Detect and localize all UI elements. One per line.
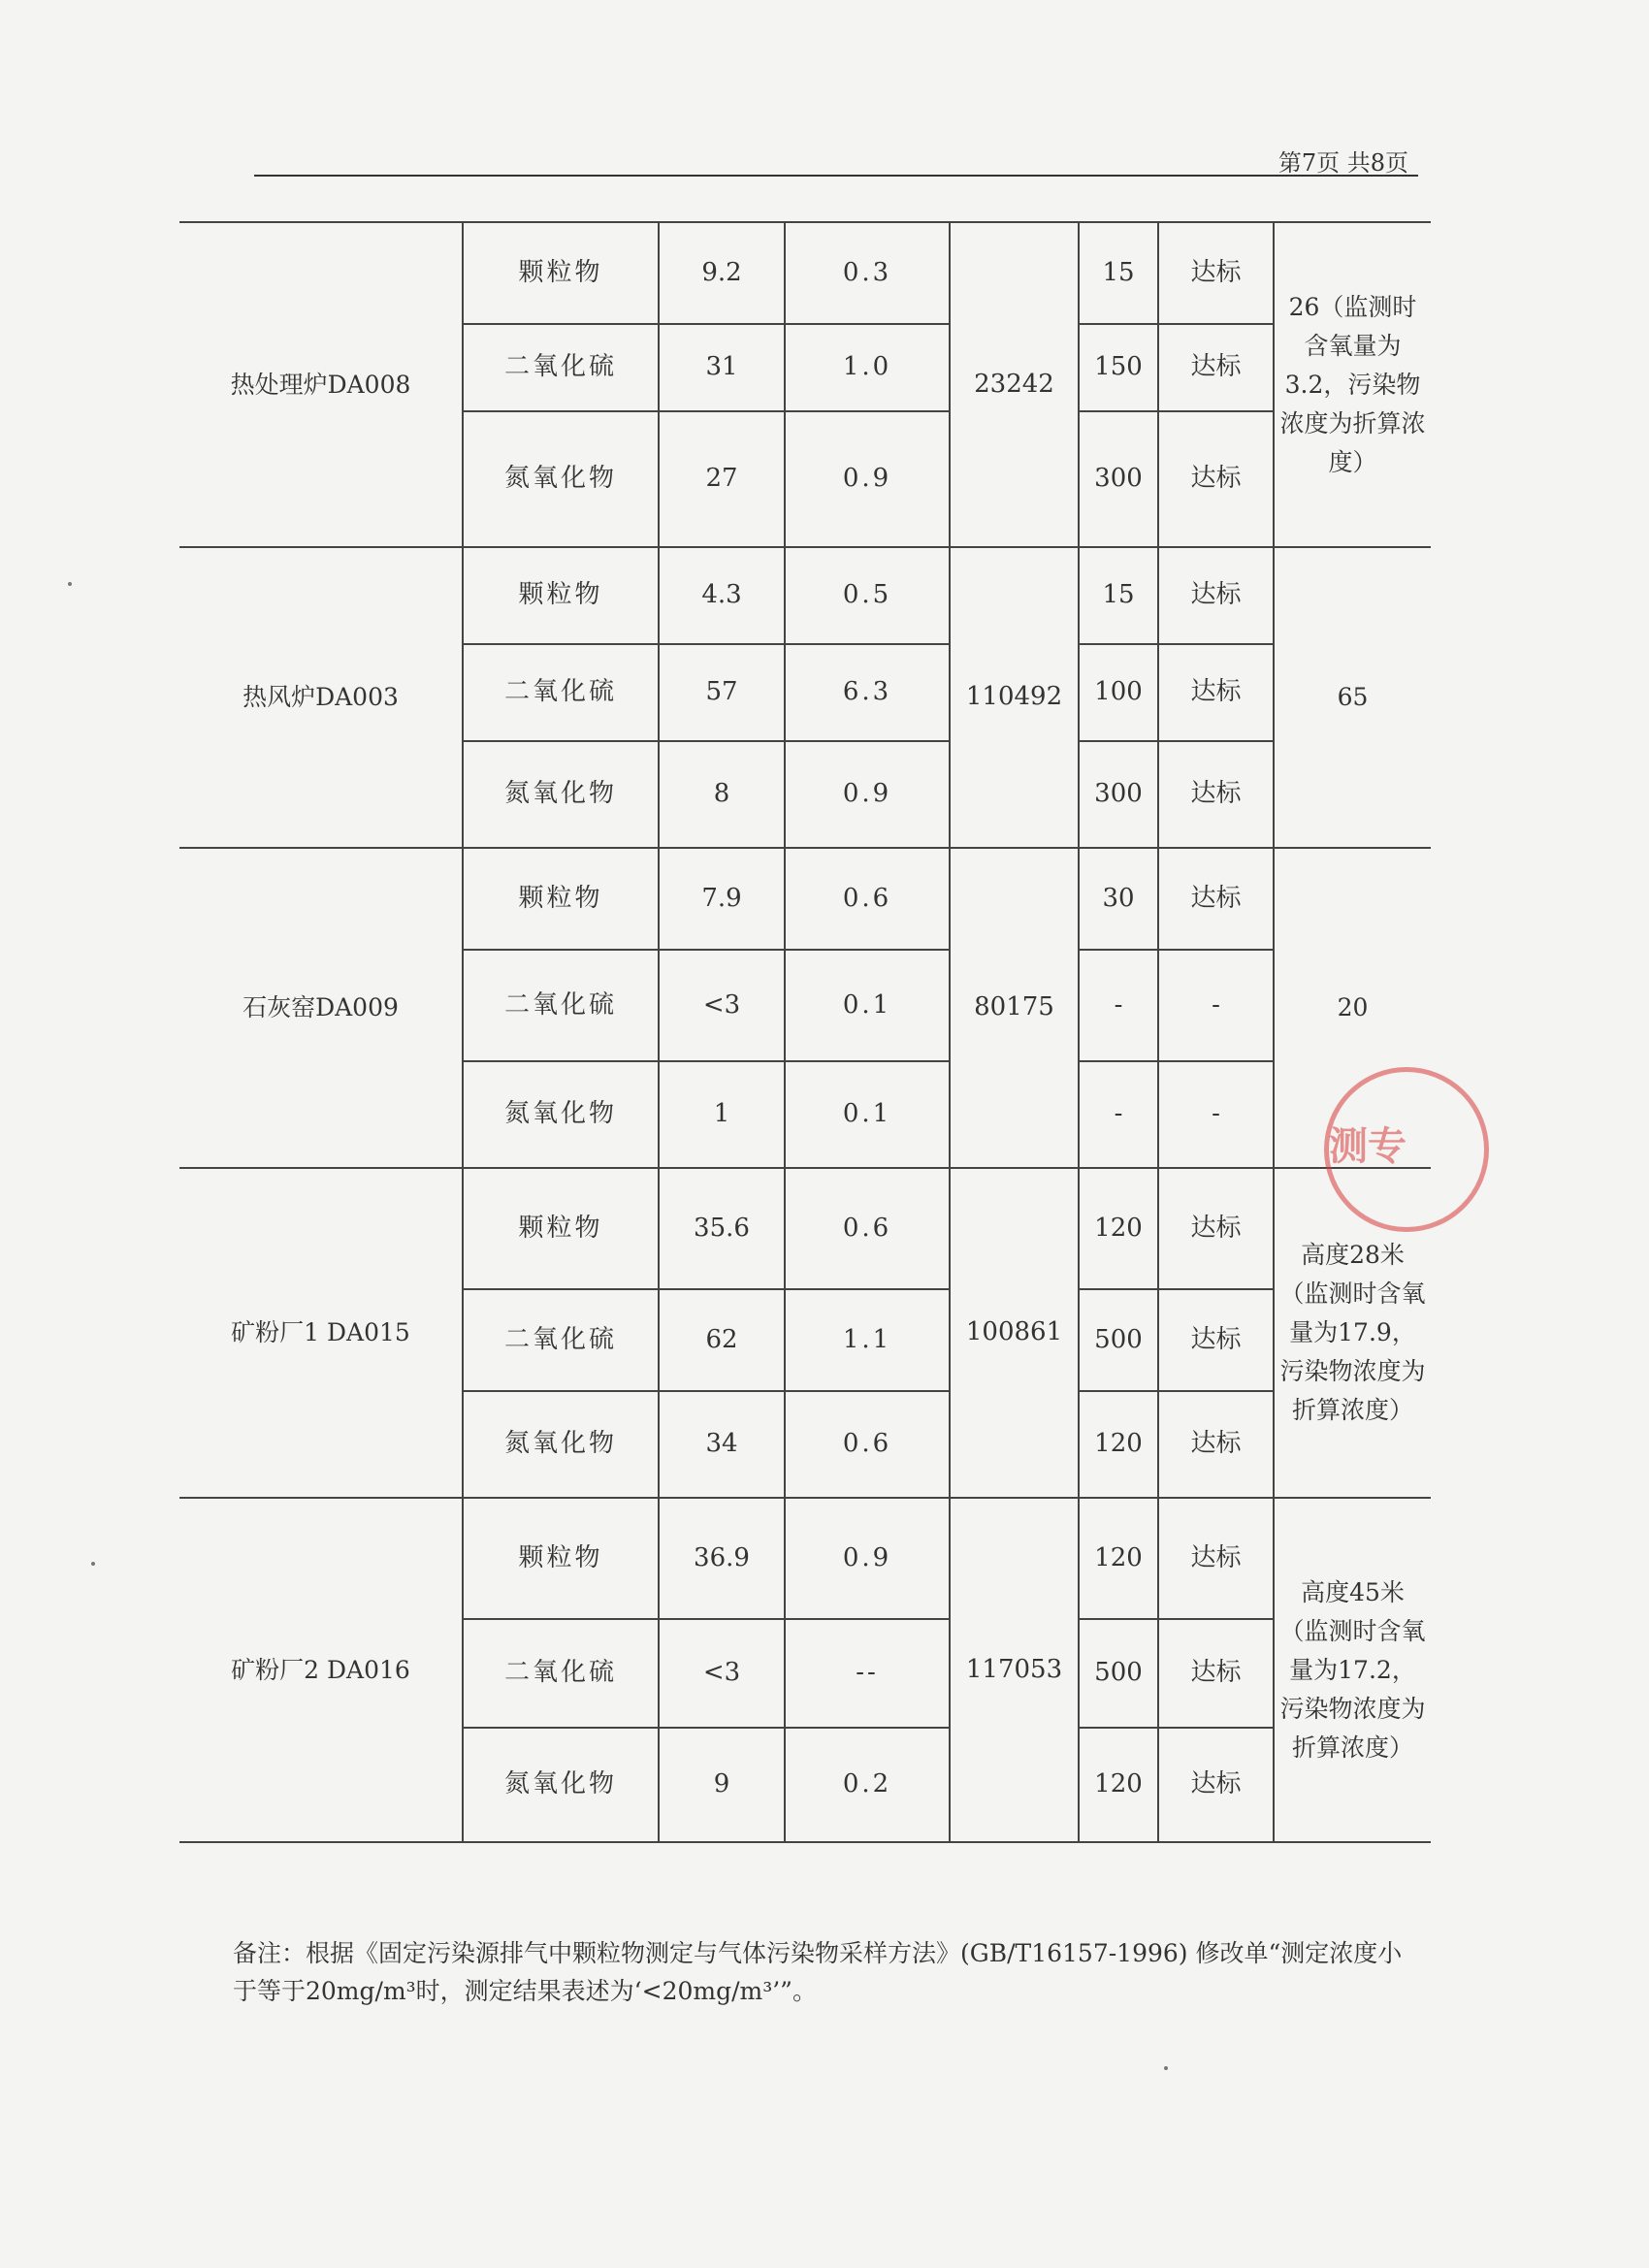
result-cell: 达标 xyxy=(1158,1498,1274,1619)
rate-cell: 6.3 xyxy=(785,644,950,741)
flow-cell: 100861 xyxy=(950,1168,1079,1498)
rate-cell: 0.9 xyxy=(785,741,950,848)
source-cell: 石灰窑DA009 xyxy=(179,848,463,1168)
pollutant-cell: 二氧化硫 xyxy=(463,1619,659,1728)
red-seal-stamp-text: 测专 xyxy=(1329,1123,1406,1169)
pollutant-cell: 二氧化硫 xyxy=(463,950,659,1061)
flow-cell: 110492 xyxy=(950,547,1079,848)
rate-cell: 0.6 xyxy=(785,1168,950,1289)
result-cell: 达标 xyxy=(1158,411,1274,547)
scan-speck xyxy=(91,1562,95,1566)
pollutant-cell: 氮氧化物 xyxy=(463,1391,659,1498)
rate-cell: 0.6 xyxy=(785,848,950,950)
result-cell: - xyxy=(1158,950,1274,1061)
flow-cell: 23242 xyxy=(950,222,1079,547)
table-row xyxy=(179,547,1431,644)
rate-cell: 0.5 xyxy=(785,547,950,644)
result-cell: 达标 xyxy=(1158,741,1274,848)
concentration-cell: 9.2 xyxy=(659,222,785,324)
pollutant-cell: 氮氧化物 xyxy=(463,1728,659,1842)
rate-cell: -- xyxy=(785,1619,950,1728)
table-row xyxy=(179,848,1431,950)
remark-cell: 65 xyxy=(1274,547,1431,848)
concentration-cell: 31 xyxy=(659,324,785,411)
concentration-cell: 27 xyxy=(659,411,785,547)
limit-cell: 15 xyxy=(1079,547,1158,644)
pollutant-cell: 氮氧化物 xyxy=(463,411,659,547)
pollutant-cell: 颗粒物 xyxy=(463,848,659,950)
concentration-cell: 62 xyxy=(659,1289,785,1391)
pollutant-cell: 氮氧化物 xyxy=(463,741,659,848)
pollutant-cell: 颗粒物 xyxy=(463,1498,659,1619)
page-header xyxy=(254,144,1418,177)
rate-cell: 1.1 xyxy=(785,1289,950,1391)
remark-cell: 高度45米（监测时含氧量为17.2，污染物浓度为折算浓度） xyxy=(1274,1498,1431,1842)
remark-cell: 高度28米（监测时含氧量为17.9，污染物浓度为折算浓度） xyxy=(1274,1168,1431,1498)
source-cell: 矿粉厂1 DA015 xyxy=(179,1168,463,1498)
concentration-cell: 57 xyxy=(659,644,785,741)
result-cell: 达标 xyxy=(1158,1289,1274,1391)
limit-cell: 500 xyxy=(1079,1619,1158,1728)
limit-cell: - xyxy=(1079,950,1158,1061)
result-cell: 达标 xyxy=(1158,1619,1274,1728)
concentration-cell: 34 xyxy=(659,1391,785,1498)
pollutant-cell: 二氧化硫 xyxy=(463,1289,659,1391)
rate-cell: 0.9 xyxy=(785,1498,950,1619)
remark-cell: 26（监测时含氧量为3.2，污染物浓度为折算浓度） xyxy=(1274,222,1431,547)
rate-cell: 1.0 xyxy=(785,324,950,411)
rate-cell: 0.3 xyxy=(785,222,950,324)
pollutant-cell: 氮氧化物 xyxy=(463,1061,659,1168)
emission-table-wrap xyxy=(179,221,1431,1843)
pollutant-cell: 颗粒物 xyxy=(463,1168,659,1289)
concentration-cell: 4.3 xyxy=(659,547,785,644)
limit-cell: 500 xyxy=(1079,1289,1158,1391)
source-cell: 矿粉厂2 DA016 xyxy=(179,1498,463,1842)
scan-speck xyxy=(1164,2066,1168,2070)
limit-cell: 100 xyxy=(1079,644,1158,741)
result-cell: 达标 xyxy=(1158,1168,1274,1289)
concentration-cell: 36.9 xyxy=(659,1498,785,1619)
page-number: 第7页 共8页 xyxy=(1277,149,1408,177)
pollutant-cell: 二氧化硫 xyxy=(463,324,659,411)
concentration-cell: 8 xyxy=(659,741,785,848)
limit-cell: 120 xyxy=(1079,1728,1158,1842)
limit-cell: 300 xyxy=(1079,741,1158,848)
concentration-cell: <3 xyxy=(659,950,785,1061)
emission-table-body xyxy=(179,222,1431,1842)
limit-cell: - xyxy=(1079,1061,1158,1168)
concentration-cell: 9 xyxy=(659,1728,785,1842)
table-row xyxy=(179,1168,1431,1289)
concentration-cell: 35.6 xyxy=(659,1168,785,1289)
result-cell: 达标 xyxy=(1158,644,1274,741)
footnote: 备注：根据《固定污染源排气中颗粒物测定与气体污染物采样方法》(GB/T16157-1996) 修改单“测定浓度小于等于20mg/m³时，测定结果表述为‘<20mg/m³’”。 xyxy=(233,1939,1403,2005)
remark-cell: 20 xyxy=(1274,848,1431,1168)
table-row xyxy=(179,1498,1431,1619)
emission-table xyxy=(179,221,1431,1843)
limit-cell: 120 xyxy=(1079,1168,1158,1289)
rate-cell: 0.2 xyxy=(785,1728,950,1842)
pollutant-cell: 二氧化硫 xyxy=(463,644,659,741)
pollutant-cell: 颗粒物 xyxy=(463,222,659,324)
rate-cell: 0.6 xyxy=(785,1391,950,1498)
pollutant-cell: 颗粒物 xyxy=(463,547,659,644)
result-cell: 达标 xyxy=(1158,1391,1274,1498)
concentration-cell: 1 xyxy=(659,1061,785,1168)
flow-cell: 117053 xyxy=(950,1498,1079,1842)
limit-cell: 15 xyxy=(1079,222,1158,324)
limit-cell: 150 xyxy=(1079,324,1158,411)
result-cell: 达标 xyxy=(1158,547,1274,644)
source-cell: 热处理炉DA008 xyxy=(179,222,463,547)
result-cell: - xyxy=(1158,1061,1274,1168)
result-cell: 达标 xyxy=(1158,222,1274,324)
rate-cell: 0.1 xyxy=(785,950,950,1061)
flow-cell: 80175 xyxy=(950,848,1079,1168)
table-row xyxy=(179,222,1431,324)
result-cell: 达标 xyxy=(1158,848,1274,950)
limit-cell: 300 xyxy=(1079,411,1158,547)
rate-cell: 0.1 xyxy=(785,1061,950,1168)
result-cell: 达标 xyxy=(1158,324,1274,411)
result-cell: 达标 xyxy=(1158,1728,1274,1842)
concentration-cell: <3 xyxy=(659,1619,785,1728)
scan-speck xyxy=(68,582,72,586)
concentration-cell: 7.9 xyxy=(659,848,785,950)
rate-cell: 0.9 xyxy=(785,411,950,547)
limit-cell: 30 xyxy=(1079,848,1158,950)
source-cell: 热风炉DA003 xyxy=(179,547,463,848)
limit-cell: 120 xyxy=(1079,1391,1158,1498)
limit-cell: 120 xyxy=(1079,1498,1158,1619)
